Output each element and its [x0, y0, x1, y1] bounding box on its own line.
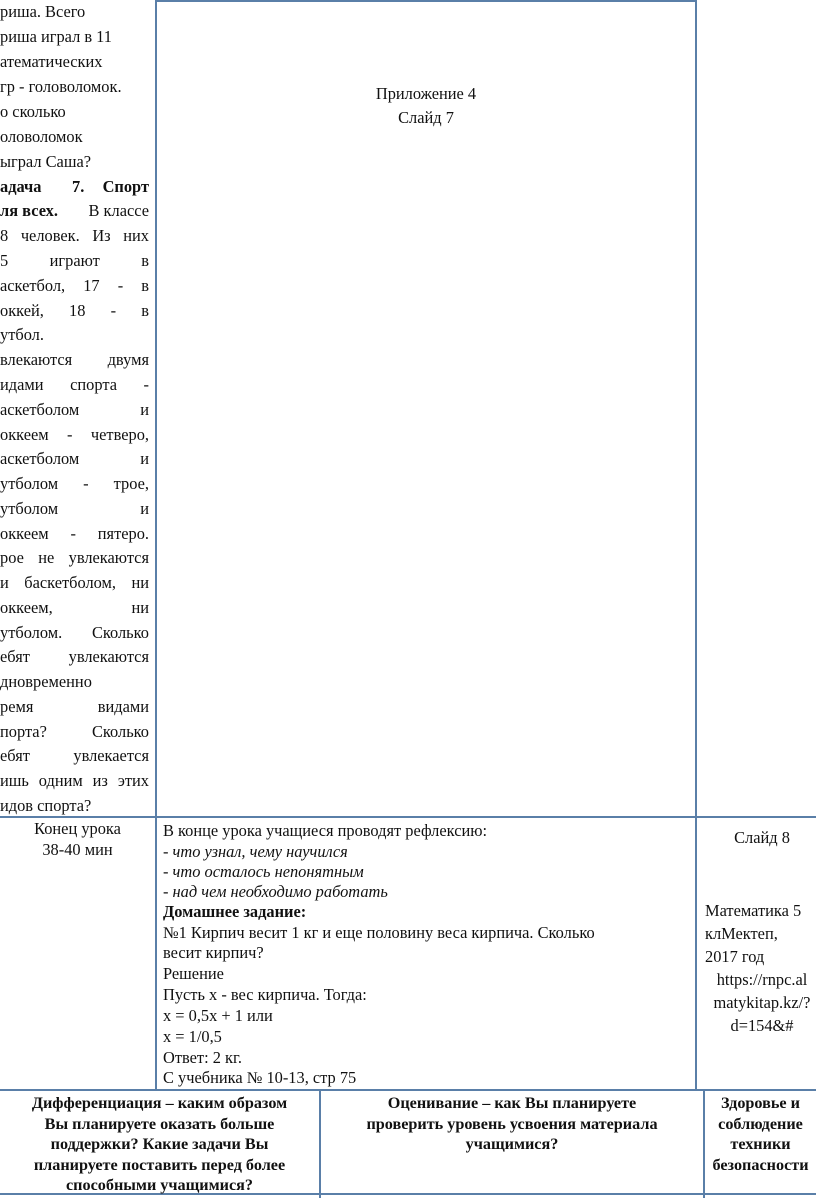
border-col2 — [695, 0, 697, 1090]
task7-line: оккеем - пятеро. — [0, 524, 149, 543]
task7-line: аскетбол, 17 - в — [0, 276, 149, 295]
task-line: оловоломок — [0, 127, 83, 146]
reflection-item: - что узнал, чему научился — [163, 842, 348, 861]
task7-line: аскетболом и — [0, 449, 149, 468]
stage-time: 38-40 мин — [42, 840, 113, 859]
header-line: планируете поставить перед более — [33, 1155, 286, 1174]
resource-url: https://rnpc.al — [716, 970, 808, 989]
task7-title-rest: В классе — [88, 201, 149, 220]
task7-line: идами спорта - — [0, 375, 149, 394]
resource-line: клМектеп, — [705, 924, 778, 943]
task-line: ыграл Саша? — [0, 152, 92, 171]
reflection-item: - что осталось непонятным — [163, 862, 364, 881]
task7-line: идов спорта? — [0, 796, 92, 815]
border-top — [155, 0, 696, 2]
header-line: способными учащимися? — [65, 1176, 254, 1195]
task-line: о сколько — [0, 102, 66, 121]
header-line: Оценивание – как Вы планируете — [387, 1094, 637, 1112]
border-row-bottom — [0, 1089, 816, 1091]
resource-line: Математика 5 — [705, 901, 802, 920]
task7-line: оккеем - четверо, — [0, 425, 149, 444]
task7-line: рое не увлекаются — [0, 548, 149, 567]
solution-line: х = 1/0,5 — [163, 1027, 222, 1046]
task-line: риша играл в 11 — [0, 27, 112, 46]
header-line: проверить уровень усвоения материала — [366, 1114, 658, 1133]
differentiation-header — [0, 1093, 319, 1196]
task-line: риша. Всего — [0, 2, 86, 21]
header-line: поддержки? Какие задачи Вы — [50, 1135, 269, 1154]
task7-line: утболом и — [0, 499, 149, 518]
task7-line: 5 играют в — [0, 251, 149, 270]
assessment-header — [321, 1093, 703, 1155]
header-line: Здоровье и — [721, 1094, 800, 1112]
header-line: соблюдение — [718, 1114, 803, 1133]
stage-label: Конец урока — [34, 819, 121, 838]
homework-problem: весит кирпич? — [163, 943, 264, 962]
task7-line: ишь одним из этих — [0, 771, 149, 790]
task7-line: порта? Сколько — [0, 722, 149, 741]
header-line: безопасности — [712, 1155, 809, 1174]
solution-line: Пусть х - вес кирпича. Тогда: — [163, 985, 367, 1004]
solution-line: Решение — [163, 964, 224, 983]
task7-line: утболом. Сколько — [0, 623, 149, 642]
resource-line: 2017 год — [705, 947, 765, 966]
header-line: Вы планируете оказать больше — [44, 1114, 275, 1133]
task7-line: дновременно — [0, 672, 92, 691]
header-line: учащимися? — [465, 1135, 559, 1154]
solution-line: х = 0,5х + 1 или — [163, 1006, 273, 1025]
header-line: Дифференциация – каким образом — [31, 1094, 288, 1112]
task7-line: и баскетболом, ни — [0, 573, 149, 592]
task7-word: Спорт — [102, 177, 149, 196]
task7-number: 7. — [72, 177, 85, 196]
task7-title-line1 — [0, 175, 149, 199]
resource-url: matykitap.kz/? — [713, 993, 811, 1012]
task7-line: оккей, 18 - в — [0, 301, 149, 320]
health-header — [705, 1093, 816, 1175]
task-line: атематических — [0, 52, 103, 71]
appendix-label: Приложение 4 — [375, 84, 477, 103]
border-row-end — [0, 816, 816, 818]
task7-line: ремя видами — [0, 697, 149, 716]
task7-line: утболом - трое, — [0, 474, 149, 493]
task7-line: 8 человек. Из них — [0, 226, 149, 245]
slide-8-label: Слайд 8 — [734, 828, 790, 847]
header-line: техники — [730, 1135, 791, 1154]
task7-line: влекаются двумя — [0, 350, 149, 369]
task7-line: аскетболом и — [0, 400, 149, 419]
resource-url: d=154&# — [730, 1016, 794, 1035]
solution-line: Ответ: 2 кг. — [163, 1048, 242, 1067]
border-col1 — [155, 0, 157, 1090]
reflection-item: - над чем необходимо работать — [163, 882, 388, 901]
task7-line: утбол. — [0, 325, 44, 344]
task7-line: оккеем, ни — [0, 598, 149, 617]
task-line: гр - головоломок. — [0, 77, 122, 96]
slide-label: Слайд 7 — [398, 108, 454, 127]
homework-problem: №1 Кирпич весит 1 кг и еще половину веса кирпича. Сколько — [163, 923, 595, 942]
task7-line: ебят увлекается — [0, 746, 149, 765]
reflection-intro: В конце урока учащиеся проводят рефлексию: — [163, 821, 488, 840]
task7-word: адача — [0, 177, 42, 196]
task7-line: ебят увлекаются — [0, 647, 149, 666]
solution-line: С учебника № 10-13, стр 75 — [163, 1068, 357, 1087]
homework-title: Домашнее задание: — [163, 902, 307, 921]
task7-title-line2 — [0, 199, 149, 223]
task7-title-bold: ля всех. — [0, 201, 58, 220]
